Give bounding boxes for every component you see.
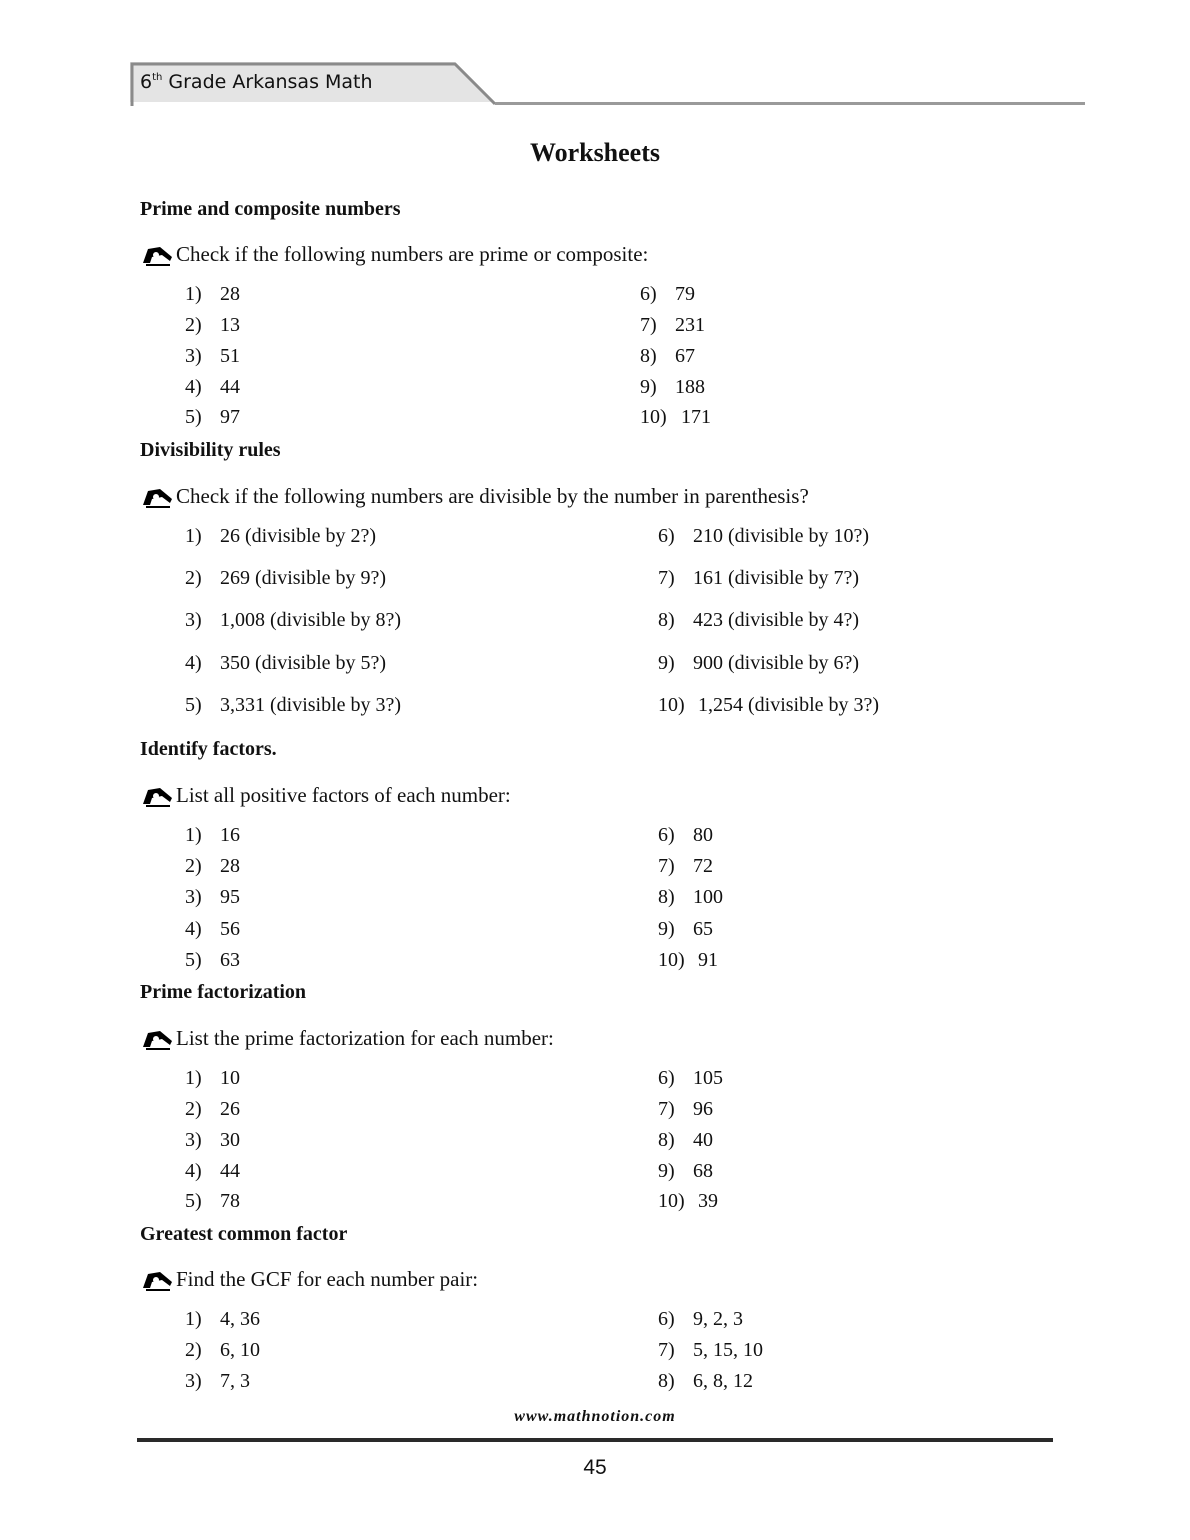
- pencil-icon: [140, 1027, 176, 1051]
- list-item: 10) 1,254 (divisible by 3?): [658, 694, 880, 716]
- list-item: 4) 44: [185, 1160, 240, 1182]
- list-item: 9) 65: [658, 918, 713, 940]
- list-item: 1) 4, 36: [185, 1308, 260, 1330]
- list-item: 1) 16: [185, 824, 240, 846]
- section-title: Prime factorization: [140, 981, 307, 1003]
- list-item: 10) 39: [658, 1190, 718, 1212]
- footer-rule: [137, 1438, 1053, 1442]
- section-instruction: Check if the following numbers are prime or composite:: [140, 242, 648, 267]
- list-item: 4) 44: [185, 376, 240, 398]
- list-item: 1) 28: [185, 283, 240, 305]
- list-item: 3) 1,008 (divisible by 8?): [185, 609, 402, 631]
- list-item: 2) 6, 10: [185, 1339, 260, 1361]
- section-instruction: List the prime factorization for each number:: [140, 1026, 554, 1051]
- list-item: 5) 97: [185, 406, 240, 428]
- section-instruction: List all positive factors of each number:: [140, 783, 511, 808]
- section-title: Prime and composite numbers: [140, 198, 401, 220]
- list-item: 3) 30: [185, 1129, 240, 1151]
- list-item: 3) 51: [185, 345, 240, 367]
- list-item: 8) 6, 8, 12: [658, 1370, 753, 1392]
- list-item: 9) 900 (divisible by 6?): [658, 652, 860, 674]
- section-instruction: Find the GCF for each number pair:: [140, 1267, 478, 1292]
- list-item: 7) 161 (divisible by 7?): [658, 567, 860, 589]
- list-item: 6) 9, 2, 3: [658, 1308, 743, 1330]
- list-item: 3) 7, 3: [185, 1370, 250, 1392]
- list-item: 5) 3,331 (divisible by 3?): [185, 694, 402, 716]
- list-item: 6) 210 (divisible by 10?): [658, 525, 870, 547]
- list-item: 8) 40: [658, 1129, 713, 1151]
- list-item: 3) 95: [185, 886, 240, 908]
- list-item: 8) 100: [658, 886, 723, 908]
- header-title: 6th Grade Arkansas Math: [140, 71, 373, 93]
- section-title: Greatest common factor: [140, 1223, 348, 1245]
- list-item: 6) 79: [640, 283, 695, 305]
- section-title: Identify factors.: [140, 738, 277, 760]
- pencil-icon: [140, 485, 176, 509]
- list-item: 2) 28: [185, 855, 240, 877]
- list-item: 5) 63: [185, 949, 240, 971]
- page-number: 45: [583, 1456, 607, 1479]
- list-item: 10) 91: [658, 949, 718, 971]
- list-item: 8) 423 (divisible by 4?): [658, 609, 860, 631]
- section-instruction: Check if the following numbers are divisible by the number in parenthesis?: [140, 484, 809, 509]
- list-item: 2) 269 (divisible by 9?): [185, 567, 387, 589]
- list-item: 6) 80: [658, 824, 713, 846]
- list-item: 2) 13: [185, 314, 240, 336]
- section-title: Divisibility rules: [140, 439, 281, 461]
- pencil-icon: [140, 243, 176, 267]
- list-item: 7) 231: [640, 314, 705, 336]
- footer-url: www.mathnotion.com: [514, 1408, 676, 1425]
- list-item: 4) 350 (divisible by 5?): [185, 652, 387, 674]
- list-item: 2) 26: [185, 1098, 240, 1120]
- list-item: 10) 171: [640, 406, 711, 428]
- list-item: 7) 5, 15, 10: [658, 1339, 763, 1361]
- pencil-icon: [140, 784, 176, 808]
- pencil-icon: [140, 1268, 176, 1292]
- list-item: 9) 188: [640, 376, 705, 398]
- list-item: 1) 26 (divisible by 2?): [185, 525, 377, 547]
- list-item: 5) 78: [185, 1190, 240, 1212]
- list-item: 8) 67: [640, 345, 695, 367]
- list-item: 6) 105: [658, 1067, 723, 1089]
- list-item: 1) 10: [185, 1067, 240, 1089]
- list-item: 9) 68: [658, 1160, 713, 1182]
- list-item: 7) 72: [658, 855, 713, 877]
- page-title: Worksheets: [530, 138, 660, 167]
- list-item: 4) 56: [185, 918, 240, 940]
- list-item: 7) 96: [658, 1098, 713, 1120]
- header-rule: [495, 101, 1085, 107]
